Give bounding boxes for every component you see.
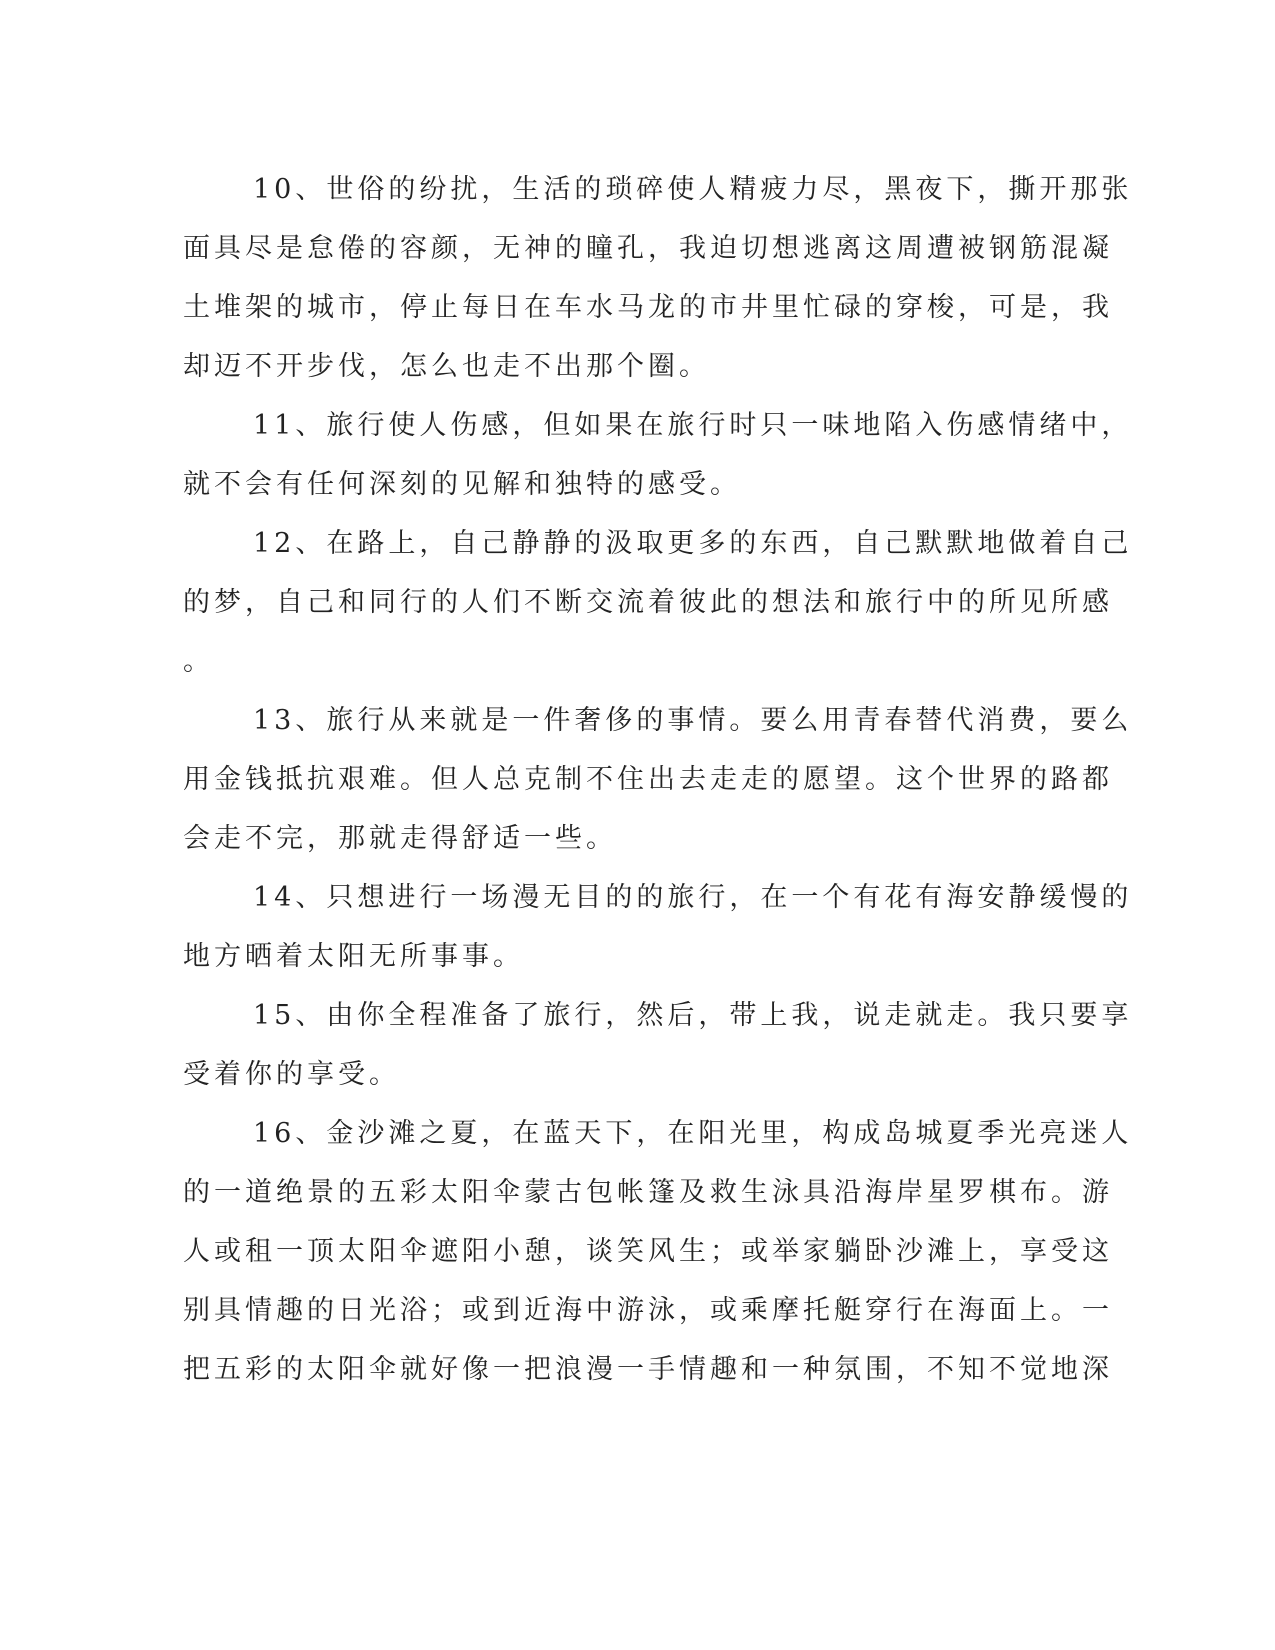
text-line: 12、在路上，自己静静的汲取更多的东西，自己默默地做着自己	[253, 528, 1133, 559]
paragraph-10	[183, 160, 1133, 396]
text-line: 把五彩的太阳伞就好像一把浪漫一手情趣和一种氛围，不知不觉地深	[183, 1354, 1113, 1385]
text-line: 14、只想进行一场漫无目的的旅行，在一个有花有海安静缓慢的	[253, 882, 1133, 913]
text-line: 的梦，自己和同行的人们不断交流着彼此的想法和旅行中的所见所感	[183, 587, 1113, 618]
text-line: 会走不完，那就走得舒适一些。	[183, 823, 617, 854]
text-line: 13、旅行从来就是一件奢侈的事情。要么用青春替代消费，要么	[253, 705, 1133, 736]
paragraph-12	[183, 514, 1133, 691]
text-line: 面具尽是怠倦的容颜，无神的瞳孔，我迫切想逃离这周遭被钢筋混凝	[183, 233, 1113, 264]
text-line: 11、旅行使人伤感，但如果在旅行时只一味地陷入伤感情绪中，	[253, 410, 1133, 441]
paragraph-14	[183, 868, 1133, 986]
text-line: 10、世俗的纷扰，生活的琐碎使人精疲力尽，黑夜下，撕开那张	[253, 174, 1133, 205]
paragraph-16	[183, 1104, 1133, 1399]
paragraph-15	[183, 986, 1133, 1104]
text-line: 就不会有任何深刻的见解和独特的感受。	[183, 469, 741, 500]
paragraph-11	[183, 396, 1133, 514]
text-line: 15、由你全程准备了旅行，然后，带上我，说走就走。我只要享	[253, 1000, 1133, 1031]
text-line: 16、金沙滩之夏，在蓝天下，在阳光里，构成岛城夏季光亮迷人	[253, 1118, 1133, 1149]
text-line: 用金钱抵抗艰难。但人总克制不住出去走走的愿望。这个世界的路都	[183, 764, 1113, 795]
text-line: 地方晒着太阳无所事事。	[183, 941, 524, 972]
paragraph-13	[183, 691, 1133, 868]
text-line: 受着你的享受。	[183, 1059, 400, 1090]
text-line: 的一道绝景的五彩太阳伞蒙古包帐篷及救生泳具沿海岸星罗棋布。游	[183, 1177, 1113, 1208]
text-line: 土堆架的城市，停止每日在车水马龙的市井里忙碌的穿梭，可是，我	[183, 292, 1113, 323]
text-line: 人或租一顶太阳伞遮阳小憩，谈笑风生；或举家躺卧沙滩上，享受这	[183, 1236, 1113, 1267]
text-line: 别具情趣的日光浴；或到近海中游泳，或乘摩托艇穿行在海面上。一	[183, 1295, 1113, 1326]
text-line: 。	[183, 646, 214, 677]
document-body	[183, 160, 1133, 1399]
text-line: 却迈不开步伐，怎么也走不出那个圈。	[183, 351, 710, 382]
